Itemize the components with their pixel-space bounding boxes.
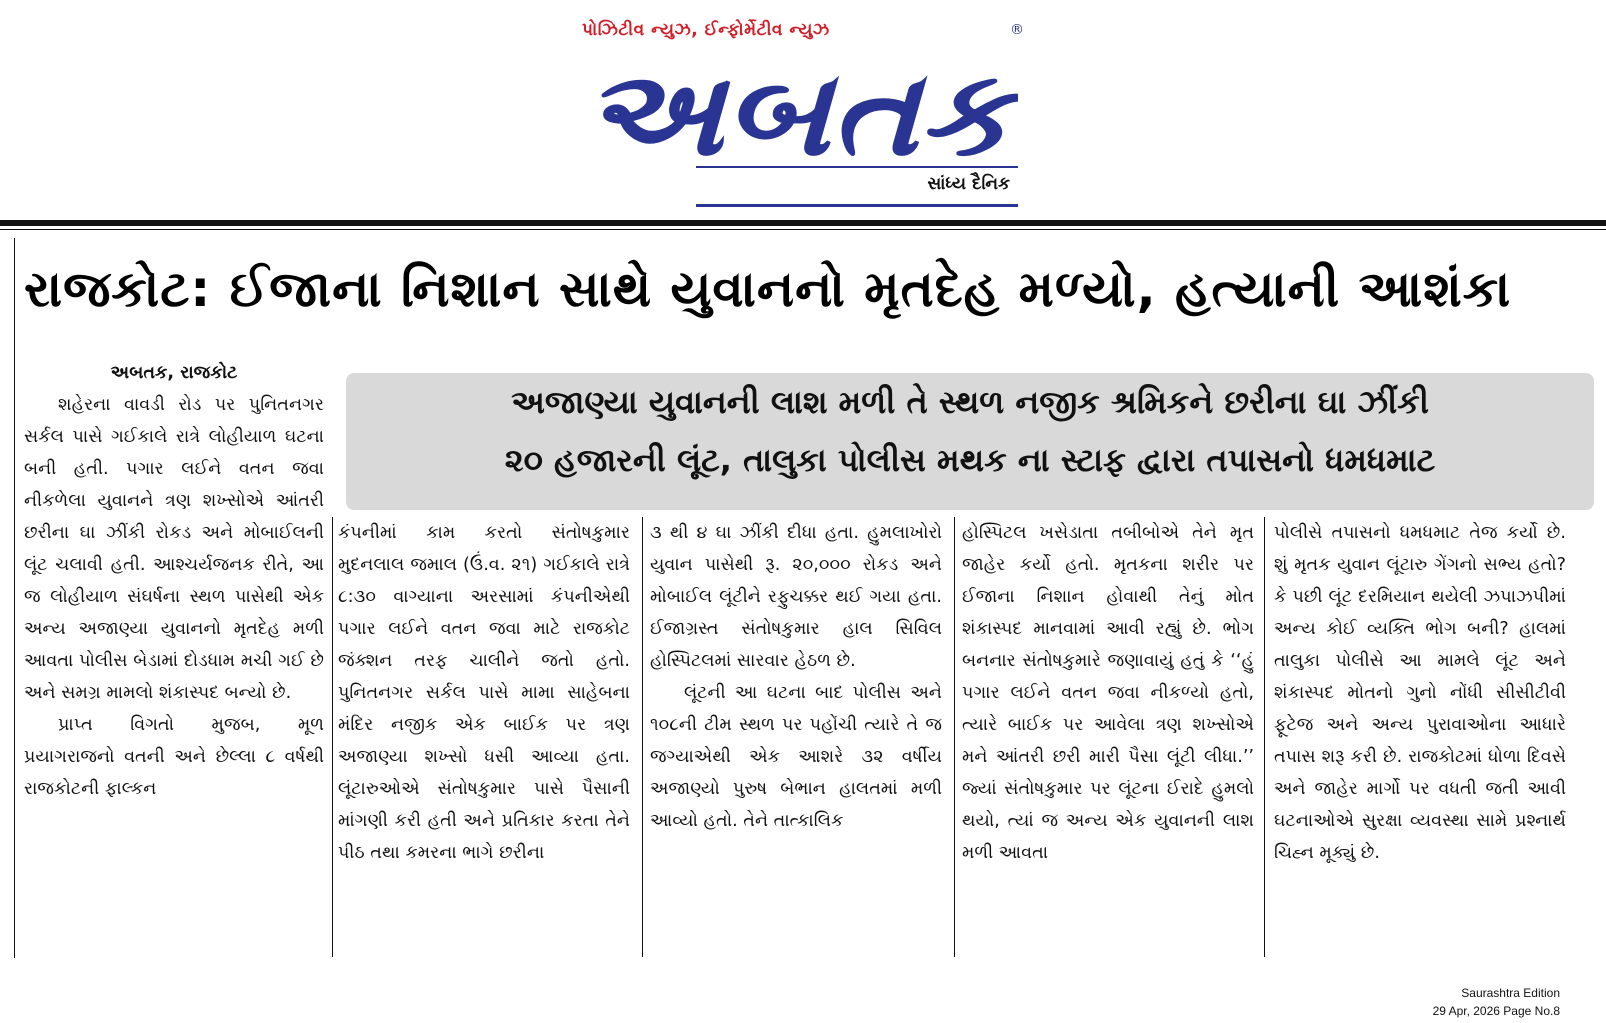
- column-1-paragraph-1: શહેરના વાવડી રોડ પર પુનિતનગર સર્કલ પાસે ગઈકાલે રાત્રે લોહીયાળ ઘટના બની હતી. પગાર લઈને વતન જવા નીકળેલા યુવાનને ત્રણ શખ્સોએ આંતરી છરીના ઘા ઝીંકી રોકડ અને મોબાઈલની લૂંટ ચલાવી હતી. આશ્ચર્યજનક રીતે, આ જ લોહીયાળ સંઘર્ષના સ્થળ પાસેથી એક અન્ય અજાણ્યા યુવાનનો મૃતદેહ મળી આવતા પોલીસ બેડામાં દોડધામ મચી ગઈ છે અને સમગ્ર મામલો શંકાસ્પદ બન્યો છે.: [24, 395, 324, 703]
- column-rule: [954, 517, 955, 957]
- article-column-5: [1274, 517, 1566, 957]
- column-rule: [642, 517, 643, 957]
- masthead-divider: [0, 220, 1606, 226]
- column-1-paragraph-2: પ્રાપ્ત વિગતો મુજબ, મૂળ પ્રયાગરાજનો વતની અને છેલ્લા ૮ વર્ષથી રાજકોટની ફાલ્કન: [24, 715, 324, 799]
- left-column-rule: [14, 238, 15, 958]
- column-rule: [332, 517, 333, 957]
- column-3-paragraph-1: ૩ થી ૪ ઘા ઝીંકી દીધા હતા. હુમલાખોરો યુવાન પાસેથી રૂ. ૨૦,૦૦૦ રોકડ અને મોબાઈલ લૂંટીને રફુચક્કર થઈ ગયા હતા. ઈજાગ્રસ્ત સંતોષકુમાર હાલ સિવિલ હોસ્પિટલમાં સારવાર હેઠળ છે.: [650, 523, 942, 671]
- logo-graphic: [578, 46, 1018, 176]
- subhead-line-1: અજાણ્યા યુવાનની લાશ મળી તે સ્થળ નજીક શ્રમિકને છરીના ઘા ઝીંકી: [511, 383, 1429, 421]
- masthead-subtitle: સાંધ્ય દૈનિક: [927, 174, 1010, 194]
- column-2-paragraph: કંપનીમાં કામ કરતો સંતોષકુમાર મુદનલાલ જમાલ (ઉં.વ. ૨૧) ગઈકાલે રાત્રે ૮:૩૦ વાગ્યાના અરસામાં કંપનીએથી પગાર લઈને વતન જવા માટે રાજકોટ જંક્શન તરફ ચાલીને જતો હતો. પુનિતનગર સર્કલ પાસે મામા સાહેબના મંદિર નજીક એક બાઈક પર ત્રણ અજાણ્યા શખ્સો ધસી આવ્યા હતા. લૂંટારુઓએ સંતોષકુમાર પાસે પૈસાની માંગણી કરી હતી અને પ્રતિકાર કરતા તેને પીઠ તથા કમરના ભાગે છરીના: [338, 523, 630, 863]
- column-3-paragraph-2: લૂંટની આ ઘટના બાદ પોલીસ અને ૧૦૮ની ટીમ સ્થળ પર પહોંચી ત્યારે તે જ જગ્યાએથી એક આશરે ૩૨ વર્ષીય અજાણ્યો પુરુષ બેભાન હાલતમાં મળી આવ્યો હતો. તેને તાત્કાલિક: [650, 683, 942, 831]
- masthead-divider-thin: [0, 229, 1606, 230]
- article-column-1: [24, 357, 324, 957]
- masthead-subtitle-bar: [696, 166, 1018, 207]
- newspaper-logo: [578, 46, 1018, 176]
- article-column-4: [962, 517, 1254, 957]
- edition-name: Saurashtra Edition: [1461, 986, 1560, 1000]
- registered-mark: ®: [1010, 22, 1024, 38]
- article-column-2: [338, 517, 630, 957]
- column-4-paragraph: હોસ્પિટલ ખસેડાતા તબીબોએ તેને મૃત જાહેર કર્યો હતો. મૃતકના શરીર પર ઈજાના નિશાન હોવાથી તેનું મોત શંકાસ્પદ માનવામાં આવી રહ્યું છે. ભોગ બનનાર સંતોષકુમારે જણાવાયું હતું કે ‘‘હું પગાર લઈને વતન જવા નીકળ્યો હતો, ત્યારે બાઈક પર આવેલા ત્રણ શખ્સોએ મને આંતરી છરી મારી પૈસા લૂંટી લીધા.’’ જ્યાં સંતોષકુમાર પર લૂંટના ઈરાદે હુમલો થયો, ત્યાં જ અન્ય એક યુવાનની લાશ મળી આવતા: [962, 523, 1254, 863]
- article-subhead: [346, 373, 1594, 510]
- article-column-3: [650, 517, 942, 957]
- tagline: પોઝિટીવ ન્યુઝ, ઈન્ફોર્મેટીવ ન્યુઝ: [582, 20, 830, 40]
- svg-text:અબતક: અબતક: [583, 46, 1018, 176]
- column-5-paragraph: પોલીસે તપાસનો ધમધમાટ તેજ કર્યો છે. શું મૃતક યુવાન લૂંટારુ ગેંગનો સભ્ય હતો? કે પછી લૂંટ દરમિયાન થયેલી ઝપાઝપીમાં અન્ય કોઈ વ્યક્તિ ભોગ બની? હાલમાં તાલુકા પોલીસે આ મામલે લૂંટ અને શંકાસ્પદ મોતનો ગુનો નોંધી સીસીટીવી ફૂટેજ અને અન્ય પુરાવાઓના આધારે તપાસ શરૂ કરી છે. રાજકોટમાં ધોળા દિવસે અને જાહેર માર્ગો પર વધતી જતી આવી ઘટનાઓએ સુરક્ષા વ્યવસ્થા સામે પ્રશ્નાર્થ ચિહ્ન મૂક્યું છે.: [1274, 523, 1566, 863]
- dateline: અબતક, રાજકોટ: [110, 363, 238, 383]
- article-headline: રાજકોટ: ઈજાના નિશાન સાથે યુવાનનો મૃતદેહ મળ્યો, હત્યાની આશંકા: [24, 260, 1512, 318]
- column-rule: [1264, 517, 1265, 957]
- page-footer: [1433, 984, 1560, 1020]
- edition-date-page: 29 Apr, 2026 Page No.8: [1432, 1004, 1560, 1018]
- subhead-line-2: ૨૦ હજારની લૂંટ, તાલુકા પોલીસ મથક ના સ્ટાફ દ્વારા તપાસનો ધમધમાટ: [504, 441, 1436, 479]
- masthead: [0, 0, 1606, 220]
